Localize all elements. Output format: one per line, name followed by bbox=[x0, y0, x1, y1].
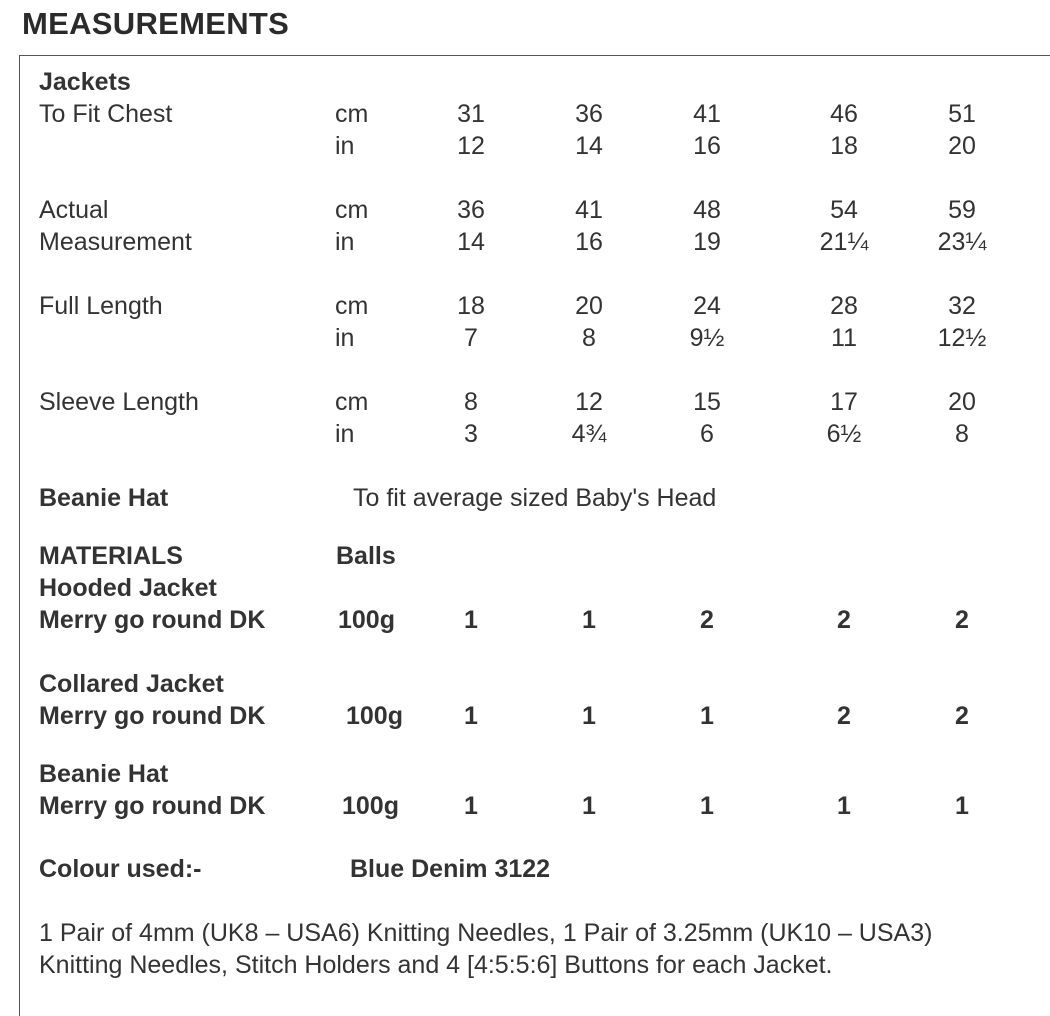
needles-note: Knitting Needles, Stitch Holders and 4 [4:5:5:6] Buttons for each Jacket. bbox=[39, 951, 833, 979]
unit-label: in bbox=[335, 132, 355, 160]
unit-label: cm bbox=[335, 196, 369, 224]
material-item-name: Hooded Jacket bbox=[39, 574, 217, 602]
ball-count: 1 bbox=[700, 702, 714, 730]
measurement-label: Full Length bbox=[39, 292, 163, 320]
measurement-value: 20 bbox=[948, 388, 976, 416]
ball-count: 1 bbox=[955, 792, 969, 820]
unit-label: in bbox=[335, 420, 355, 448]
measurement-label: To Fit Chest bbox=[39, 100, 173, 128]
measurement-value: 7 bbox=[464, 324, 478, 352]
measurement-value: 24 bbox=[693, 292, 721, 320]
balls-label: Balls bbox=[336, 542, 396, 570]
measurement-value: 36 bbox=[575, 100, 603, 128]
page-title: MEASUREMENTS bbox=[22, 6, 290, 41]
ball-count: 1 bbox=[837, 792, 851, 820]
needles-note: 1 Pair of 4mm (UK8 – USA6) Knitting Needles, 1 Pair of 3.25mm (UK10 – USA3) bbox=[39, 919, 933, 947]
measurement-value: 6½ bbox=[826, 420, 862, 448]
ball-count: 2 bbox=[955, 702, 969, 730]
yarn-weight: 100g bbox=[338, 606, 395, 634]
measurement-value: 17 bbox=[830, 388, 858, 416]
measurement-value: 51 bbox=[948, 100, 976, 128]
measurement-value: 18 bbox=[830, 132, 858, 160]
measurement-value: 19 bbox=[693, 228, 721, 256]
ball-count: 2 bbox=[837, 702, 851, 730]
measurement-value: 28 bbox=[830, 292, 858, 320]
ball-count: 1 bbox=[464, 702, 478, 730]
unit-label: in bbox=[335, 228, 355, 256]
ball-count: 1 bbox=[464, 606, 478, 634]
ball-count: 1 bbox=[582, 606, 596, 634]
measurement-value: 4¾ bbox=[571, 420, 607, 448]
measurement-value: 36 bbox=[457, 196, 485, 224]
ball-count: 1 bbox=[582, 792, 596, 820]
measurement-value: 8 bbox=[582, 324, 596, 352]
measurement-value: 8 bbox=[464, 388, 478, 416]
colour-label: Colour used:- bbox=[39, 855, 202, 883]
measurement-value: 21¼ bbox=[819, 228, 869, 256]
ball-count: 2 bbox=[955, 606, 969, 634]
ball-count: 2 bbox=[700, 606, 714, 634]
material-item-name: Beanie Hat bbox=[39, 760, 169, 788]
measurement-value: 11 bbox=[831, 324, 857, 352]
measurement-value: 18 bbox=[457, 292, 485, 320]
yarn-weight: 100g bbox=[346, 702, 403, 730]
measurement-value: 32 bbox=[948, 292, 976, 320]
section-heading-jackets: Jackets bbox=[39, 68, 131, 96]
measurement-value: 8 bbox=[955, 420, 969, 448]
yarn-name: Merry go round DK bbox=[39, 792, 266, 820]
measurement-value: 16 bbox=[575, 228, 603, 256]
measurement-label: Actual bbox=[39, 196, 109, 224]
ball-count: 1 bbox=[582, 702, 596, 730]
yarn-weight: 100g bbox=[342, 792, 399, 820]
measurement-value: 54 bbox=[830, 196, 858, 224]
measurement-value: 6 bbox=[700, 420, 714, 448]
measurement-label: Sleeve Length bbox=[39, 388, 199, 416]
unit-label: cm bbox=[335, 388, 369, 416]
measurement-value: 15 bbox=[693, 388, 721, 416]
measurement-value: 48 bbox=[693, 196, 721, 224]
ball-count: 1 bbox=[464, 792, 478, 820]
unit-label: in bbox=[335, 324, 355, 352]
measurement-value: 41 bbox=[693, 100, 721, 128]
yarn-name: Merry go round DK bbox=[39, 702, 266, 730]
measurement-value: 3 bbox=[464, 420, 478, 448]
unit-label: cm bbox=[335, 292, 369, 320]
measurement-value: 20 bbox=[575, 292, 603, 320]
measurement-value: 9½ bbox=[689, 324, 725, 352]
measurement-label: Measurement bbox=[39, 228, 192, 256]
measurement-value: 12½ bbox=[937, 324, 987, 352]
measurement-value: 46 bbox=[830, 100, 858, 128]
yarn-name: Merry go round DK bbox=[39, 606, 266, 634]
measurement-value: 16 bbox=[693, 132, 721, 160]
measurement-value: 14 bbox=[457, 228, 485, 256]
measurement-value: 23¼ bbox=[937, 228, 987, 256]
beanie-fit-text: To fit average sized Baby's Head bbox=[353, 484, 717, 512]
measurement-value: 14 bbox=[575, 132, 603, 160]
measurement-value: 12 bbox=[457, 132, 485, 160]
ball-count: 1 bbox=[700, 792, 714, 820]
measurement-value: 31 bbox=[457, 100, 485, 128]
material-item-name: Collared Jacket bbox=[39, 670, 224, 698]
ball-count: 2 bbox=[837, 606, 851, 634]
colour-value: Blue Denim 3122 bbox=[350, 855, 551, 883]
measurement-value: 12 bbox=[575, 388, 603, 416]
measurement-value: 59 bbox=[948, 196, 976, 224]
measurement-value: 20 bbox=[948, 132, 976, 160]
materials-heading: MATERIALS bbox=[39, 542, 183, 570]
measurement-value: 41 bbox=[575, 196, 603, 224]
beanie-label: Beanie Hat bbox=[39, 484, 169, 512]
unit-label: cm bbox=[335, 100, 369, 128]
